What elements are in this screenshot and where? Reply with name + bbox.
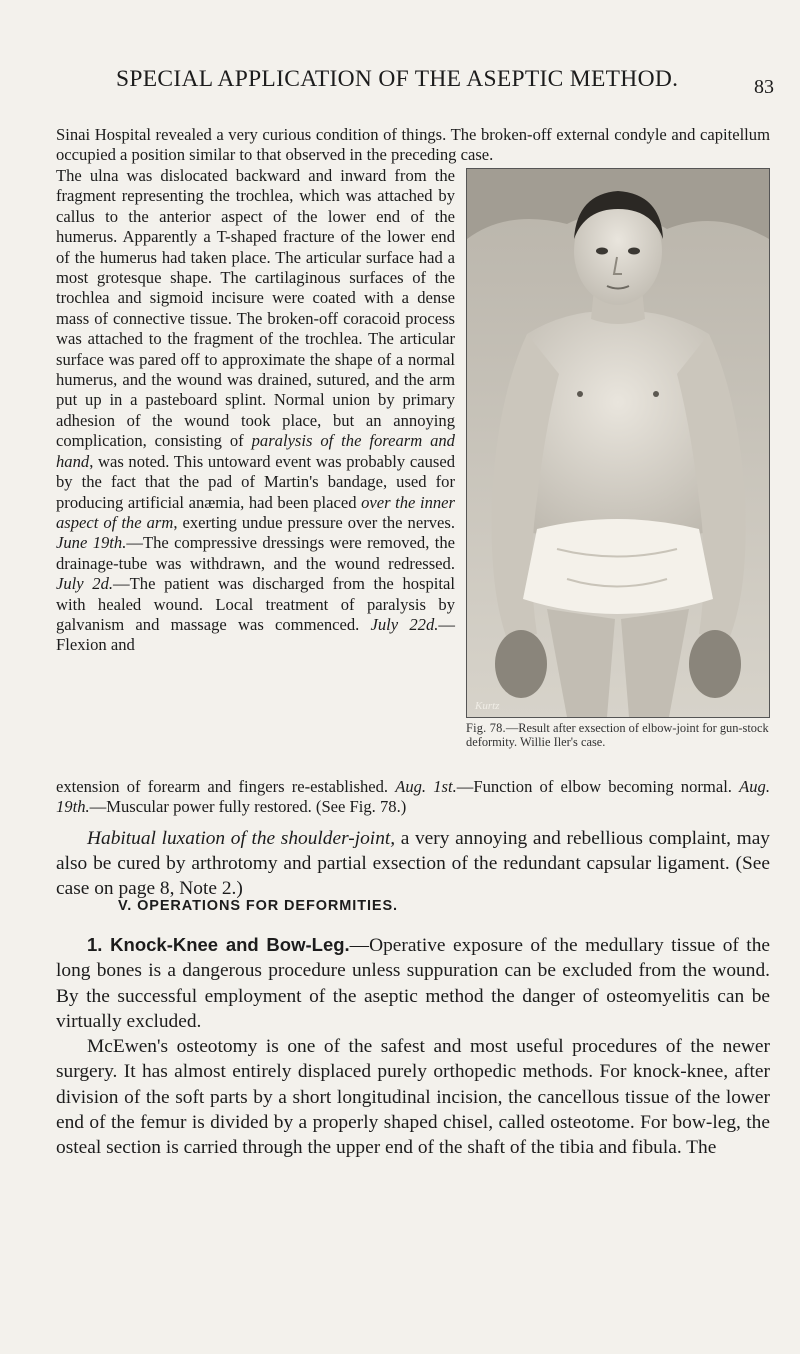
case-report-tail bbox=[56, 777, 770, 818]
figure-caption bbox=[466, 722, 772, 749]
figure-78-photograph bbox=[466, 168, 770, 718]
text-run: The ulna was dislocated backward and inward from the fragment representing the trochlea, which was attached by callus to the anterior aspect of the lower end of the humerus. Apparently a T-shaped fracture of the lower end of the humerus had taken place. The articular surface had a most grotesque shape. The cartilaginous surfaces of the trochlea and sigmoid incisure were coated with a dense mass of connective tissue. The broken-off coracoid process was attached to the fragment of the trochlea. The articular surface was pared off to approximate the shape of a normal humerus, and the wound was drained, sutured, and the arm put up in a pasteboard splint. Normal union by primary adhesion of the wound took place, but an annoying complication, consisting of bbox=[56, 166, 455, 451]
text-run: —Function of elbow becoming normal. bbox=[456, 777, 740, 796]
lead-text: Sinai Hospital revealed a very curious condition of things. The broken-off external condyle and capitellum occupied a position similar to that observed in the preceding case. bbox=[56, 125, 770, 165]
caption-text: —Result after exsection of elbow-joint for gun-stock deformity. Willie Iler's case. bbox=[466, 721, 769, 749]
text-run: —Flexion and bbox=[56, 614, 455, 655]
date-july-2: July 2d. bbox=[56, 574, 114, 594]
text-run: —The compressive dressings were removed, the drainage-tube was withdrawn, and the wound redressed. bbox=[56, 533, 455, 573]
knock-knee-paragraph-1 bbox=[56, 932, 770, 1034]
text-run: —Muscular power fully restored. (See Fig. 78.) bbox=[89, 797, 407, 817]
section-heading: V. OPERATIONS FOR DEFORMITIES. bbox=[118, 898, 398, 914]
page-number: 83 bbox=[754, 76, 774, 98]
case-report-tail-paragraph bbox=[56, 777, 770, 818]
case-report-lead bbox=[56, 125, 770, 166]
knock-knee-section bbox=[56, 932, 770, 1161]
case-report-paragraph bbox=[56, 166, 455, 656]
text-run: , was noted. This untoward event was probably caused by the fact that the pad of Martin's bandage, used for producing artificial anæmia, had been placed bbox=[56, 451, 455, 512]
text-run: —Operative exposure of the medullary tissue of the long bones is a dangerous procedure unless suppuration can be excluded from the wound. By the successful employment of the aseptic method the danger of osteomyelitis can be virtually excluded. bbox=[56, 935, 770, 1032]
text-run: —The patient was discharged from the hospital with healed wound. Local treatment of paralysis by galvanism and massage was commenced. bbox=[56, 574, 455, 634]
text-run: extension of forearm and fingers re-established. bbox=[56, 777, 396, 796]
habitual-italic: Habitual luxation of the shoulder-joint, bbox=[87, 828, 396, 849]
engraver-mark: Kurtz bbox=[475, 700, 500, 712]
italic-inner-aspect: over the inner aspect of the arm bbox=[56, 492, 455, 532]
running-head: SPECIAL APPLICATION OF THE ASEPTIC METHOD. bbox=[116, 66, 679, 92]
boy-portrait-illustration bbox=[467, 169, 769, 717]
habitual-luxation-paragraph bbox=[56, 826, 770, 901]
knock-knee-paragraph-2: McEwen's osteotomy is one of the safest and most useful procedures of the newer surgery. It has almost entirely displaced purely orthopedic methods. For knock-knee, after division of the soft parts by a short longitudinal incision, the cancellous tissue of the lower end of the femur is divided by a properly shaped chisel, called osteotome. For bow-leg, the osteal section is carried through the upper end of the shaft of the tibia and fibula. The bbox=[56, 1036, 770, 1159]
text-run: a very annoying and rebellious complaint, may also be cured by arthrotomy and partial exsection of the redundant capsular ligament. (See case on page 8, Note 2.) bbox=[56, 828, 770, 899]
text-run: , exerting undue pressure over the nerves. bbox=[173, 512, 455, 532]
date-july-22: July 22d. bbox=[370, 614, 439, 634]
caption-number: Fig. 78. bbox=[466, 721, 506, 735]
italic-paralysis: paralysis of the forearm and hand bbox=[56, 431, 455, 471]
date-aug-19: Aug. 19th. bbox=[56, 777, 770, 817]
date-june-19: June 19th. bbox=[56, 533, 127, 553]
date-aug-1: Aug. 1st. bbox=[395, 777, 457, 796]
page-header bbox=[0, 66, 800, 106]
knock-knee-heading: 1. Knock-Knee and Bow-Leg. bbox=[87, 934, 350, 955]
case-report-column bbox=[56, 166, 455, 656]
habitual-text bbox=[56, 826, 770, 901]
